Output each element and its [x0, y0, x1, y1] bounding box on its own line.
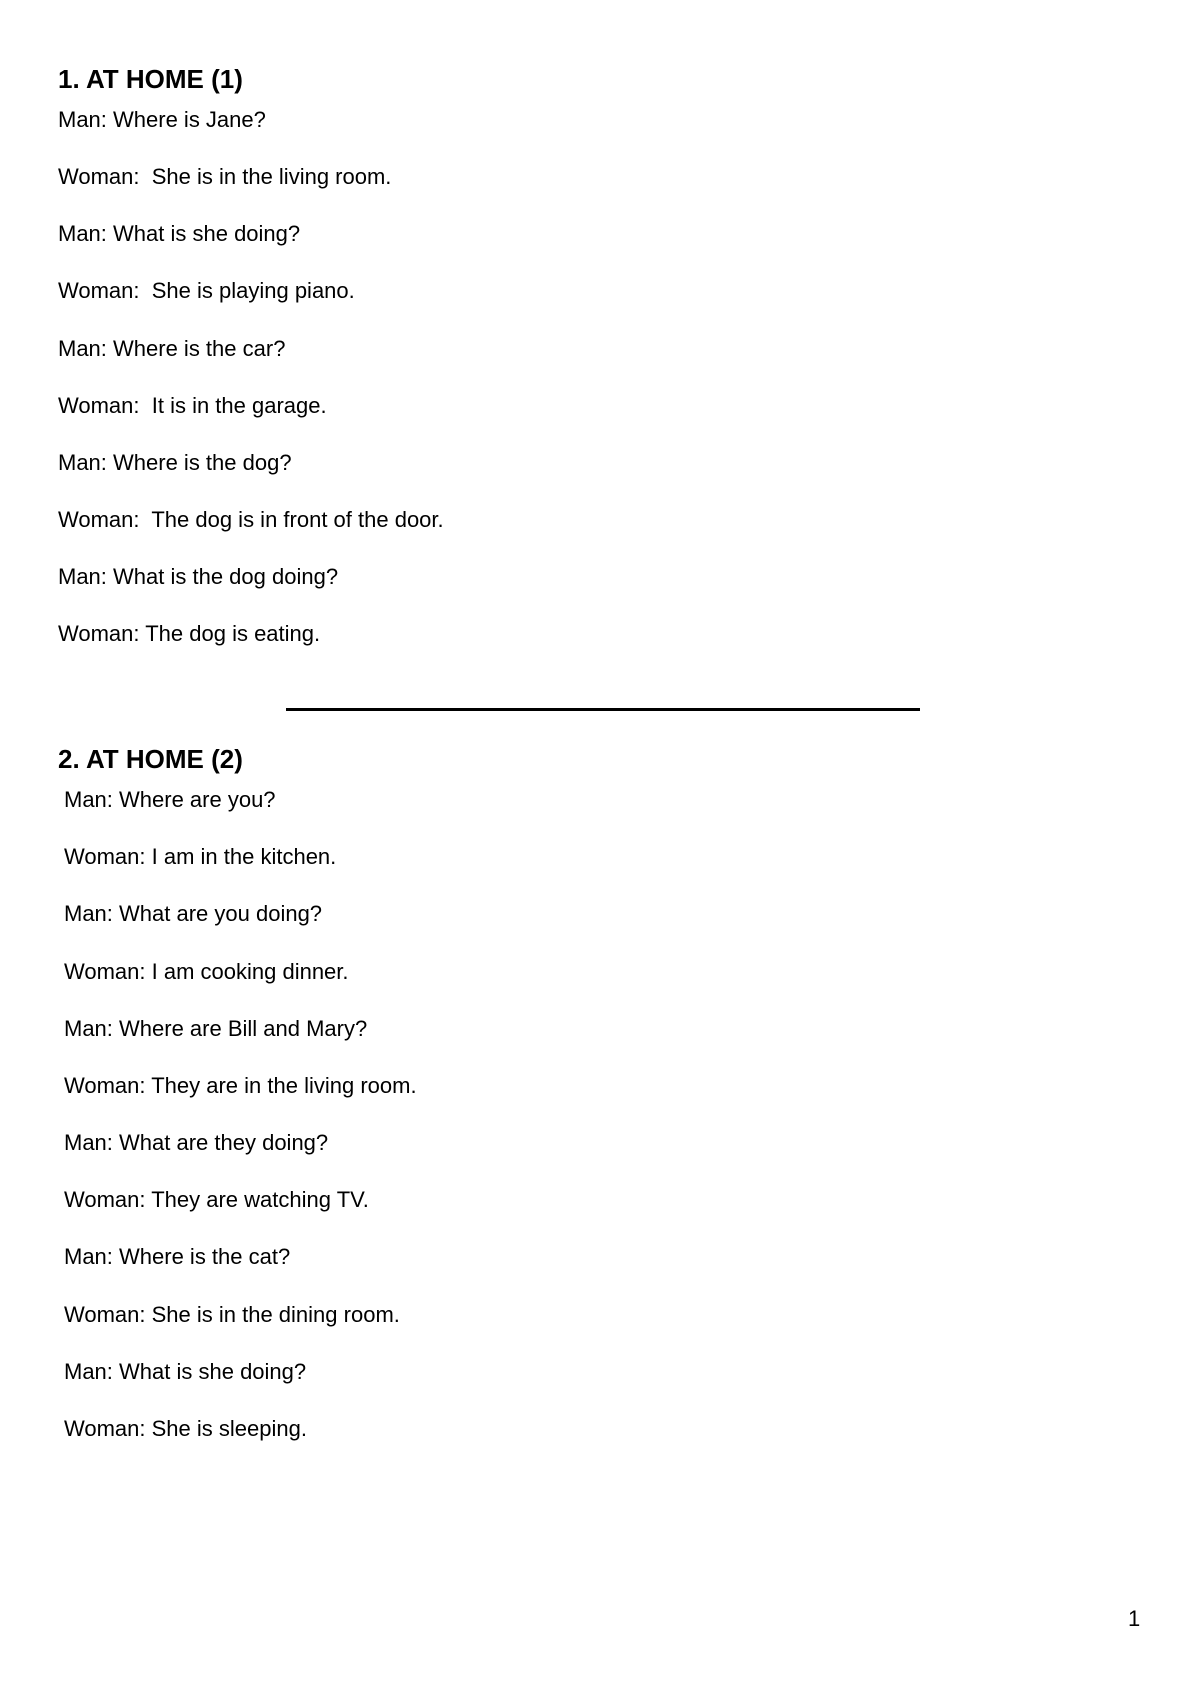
dialogue-line: Woman: She is playing piano. [58, 278, 355, 303]
page-number: 1 [1128, 1606, 1141, 1631]
dialogue-line: Man: Where are you? [64, 787, 276, 812]
dialogue-line: Man: What are they doing? [64, 1130, 329, 1155]
dialogue-line: Man: What is she doing? [58, 221, 301, 246]
dialogue-line: Man: Where is the cat? [64, 1244, 291, 1269]
dialogue-line: Woman: She is in the dining room. [64, 1302, 400, 1327]
dialogue-line: Man: What are you doing? [64, 901, 323, 926]
dialogue-line: Woman: The dog is in front of the door. [58, 507, 444, 532]
dialogue-line: Woman: She is in the living room. [58, 164, 392, 189]
dialogue-line: Woman: I am in the kitchen. [64, 844, 337, 869]
dialogue-line: Man: Where is the car? [58, 336, 286, 361]
dialogue-line: Woman: They are watching TV. [64, 1187, 369, 1212]
section-title: 2. AT HOME (2) [58, 744, 243, 774]
dialogue-line: Man: What is the dog doing? [58, 564, 339, 589]
dialogue-line: Woman: It is in the garage. [58, 393, 327, 418]
dialogue-line: Woman: I am cooking dinner. [64, 959, 349, 984]
section-divider [286, 708, 920, 711]
dialogue-line: Woman: The dog is eating. [58, 621, 321, 646]
dialogue-line: Man: What is she doing? [64, 1359, 307, 1384]
dialogue-line: Woman: She is sleeping. [64, 1416, 307, 1441]
dialogue-line: Man: Where is the dog? [58, 450, 292, 475]
dialogue-line: Man: Where is Jane? [58, 107, 266, 132]
dialogue-line: Woman: They are in the living room. [64, 1073, 417, 1098]
section-title: 1. AT HOME (1) [58, 64, 243, 94]
dialogue-line: Man: Where are Bill and Mary? [64, 1016, 368, 1041]
